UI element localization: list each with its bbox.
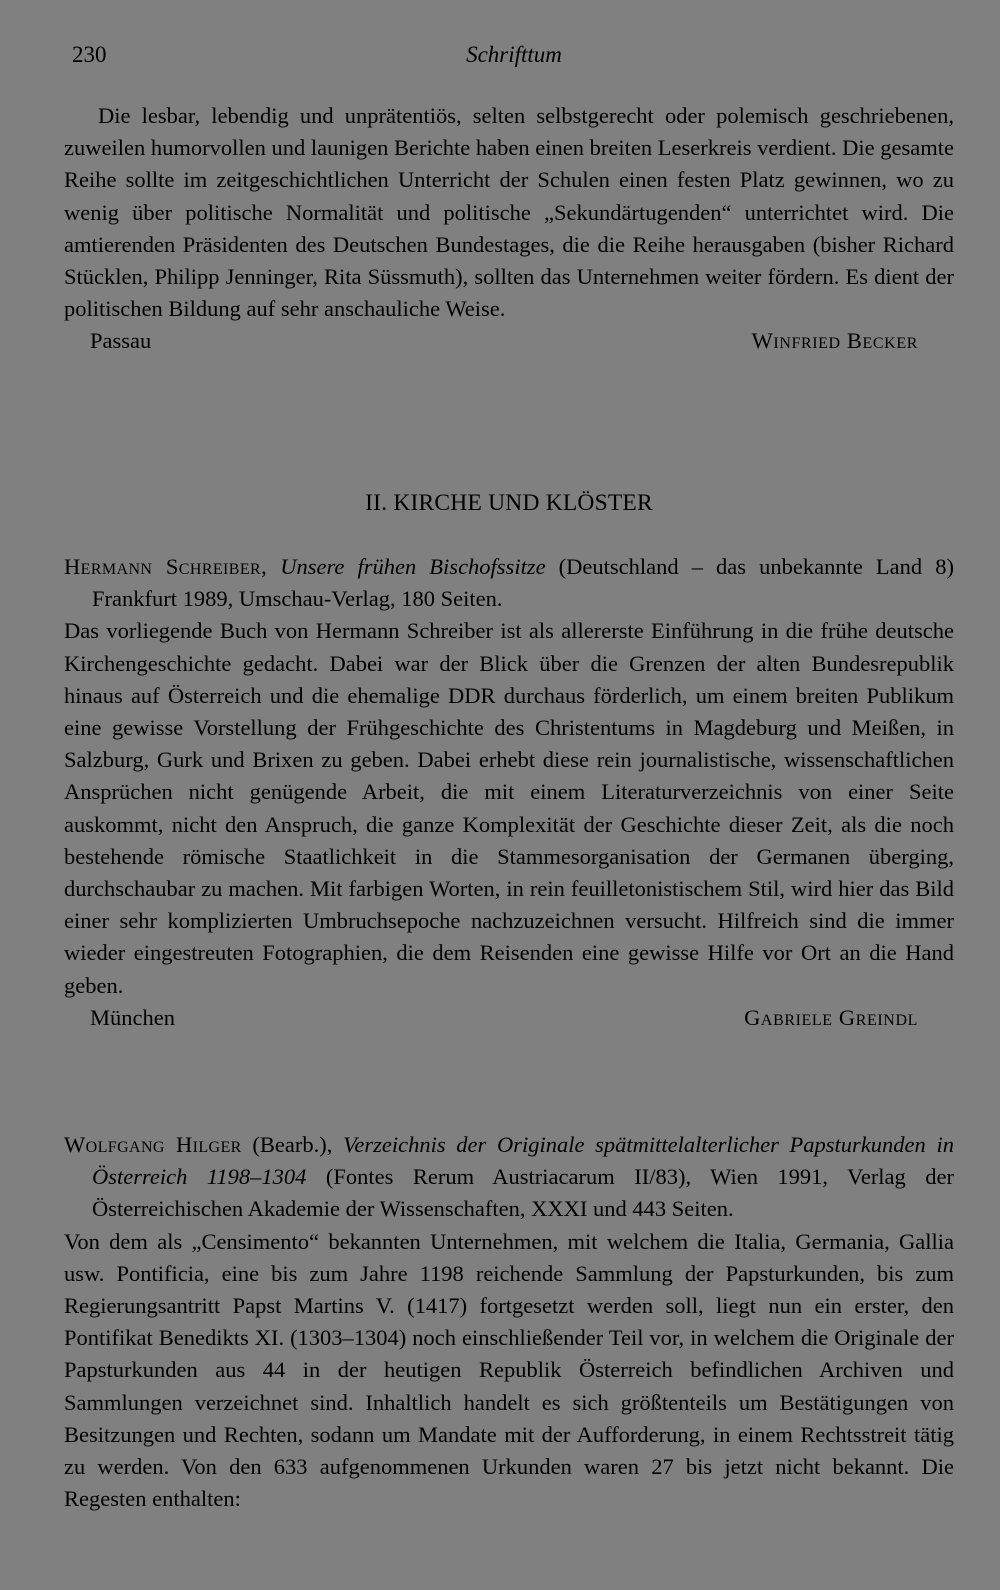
review-winfried-becker	[64, 100, 954, 357]
review-body: Von dem als „Censimento“ bekannten Unternehmen, mit welchem die Italia, Germania, Gallia usw. Pontificia, eine bis zum Jahre 1198 reichende Sammlung der Papsturkunden, bis zum Regierungsantritt Papst Martins V. (1417) fortgesetzt werden soll, liegt nun ein erster, den Pontifikat Benedikts XI. (1303–1304) noch einschließender Teil vor, in welchem die Originale der Papsturkunden aus 44 in der heutigen Republik Österreich befindlichen Archiven und Sammlungen verzeichnet sind. Inhaltlich handelt es sich größtenteils um Bestätigungen von Besitzungen und Rechten, sodann um Mandate mit der Aufforderung, in einem Rechtsstreit tätig zu werden. Von den 633 aufgenommenen Urkunden waren 27 bis jetzt nicht bekannt. Die Regesten enthalten:	[64, 1228, 954, 1512]
citation-details: (Fontes Rerum Austriacarum II/83), Wien 1991, Verlag der Österreichischen Akademie der Wissenschaften, XXXI und 443 Seiten.	[92, 1164, 954, 1222]
review-signature	[64, 1002, 954, 1034]
section-heading: II. KIRCHE UND KLÖSTER	[365, 490, 653, 516]
book-title: Verzeichnis der Originale spätmittelalterlicher Papsturkunden in Österreich 1198–1304	[92, 1132, 954, 1190]
review-body: Das vorliegende Buch von Hermann Schreiber ist als allererste Einführung in die frühe deutsche Kirchengeschichte gedacht. Dabei war der Blick über die Grenzen der alten Bundesrepublik hinaus auf Österreich und die ehemalige DDR durchaus förderlich, um einem breiten Publikum eine gewisse Vorstellung der Frühgeschichte des Christentums in Magdeburg und Meißen, in Salzburg, Gurk und Brixen zu geben. Dabei erhebt diese rein journalistische, wissenschaftlichen Ansprüchen nicht genügende Arbeit, die mit einem Literaturverzeichnis von einer Seite auskommt, nicht den Anspruch, die ganze Komplexität der Geschichte dieser Zeit, als die noch bestehende römische Staatlichkeit in die Stammesorganisation der Germanen überging, durchschaubar zu machen. Mit farbigen Worten, in rein feuilletonistischem Stil, wird hier das Bild einer sehr komplizierten Umbruchsepoche nachzuzeichnen versucht. Hilfreich sind die immer wieder eingestreuten Fotographien, die dem Reisenden eine gewisse Hilfe vor Ort an die Hand geben.	[64, 618, 954, 998]
signature-place: München	[90, 1004, 175, 1030]
review-signature	[64, 325, 954, 357]
book-author: Hermann Schreiber,	[64, 554, 268, 579]
book-title: Unsere frühen Bischofssitze	[280, 554, 546, 579]
book-author: Wolfgang Hilger	[64, 1132, 242, 1157]
running-title: Schrifttum	[466, 42, 562, 67]
signature-place: Passau	[90, 328, 152, 354]
citation-details: (Deutschland – das unbekannte Land 8) Frankfurt 1989, Umschau-Verlag, 180 Seiten.	[92, 554, 955, 612]
page-header	[72, 42, 956, 72]
signature-reviewer: Winfried Becker	[751, 328, 918, 354]
signature-reviewer: Gabriele Greindl	[744, 1004, 918, 1030]
page-number: 230	[72, 42, 107, 67]
review-schreiber	[64, 551, 954, 1034]
review-hilger	[64, 1129, 954, 1515]
bibliographic-citation	[64, 1129, 954, 1226]
bibliographic-citation	[64, 551, 954, 615]
review-body: Die lesbar, lebendig und unprätentiös, selten selbstgerecht oder polemisch geschriebenen, zuweilen humorvollen und launigen Berichte haben einen breiten Leserkreis verdient. Die gesamte Reihe sollte im zeitgeschichtlichen Unterricht der Schulen einen festen Platz gewinnen, wo zu wenig über politische Normalität und politische „Sekundärtugenden“ unterrichtet wird. Die amtierenden Präsidenten des Deutschen Bundestages, die die Reihe herausgaben (bisher Richard Stücklen, Philipp Jenninger, Rita Süssmuth), sollten das Unternehmen weiter fördern. Es dient der politischen Bildung auf sehr anschauliche Weise.	[64, 103, 954, 322]
author-role: (Bearb.),	[241, 1132, 344, 1157]
